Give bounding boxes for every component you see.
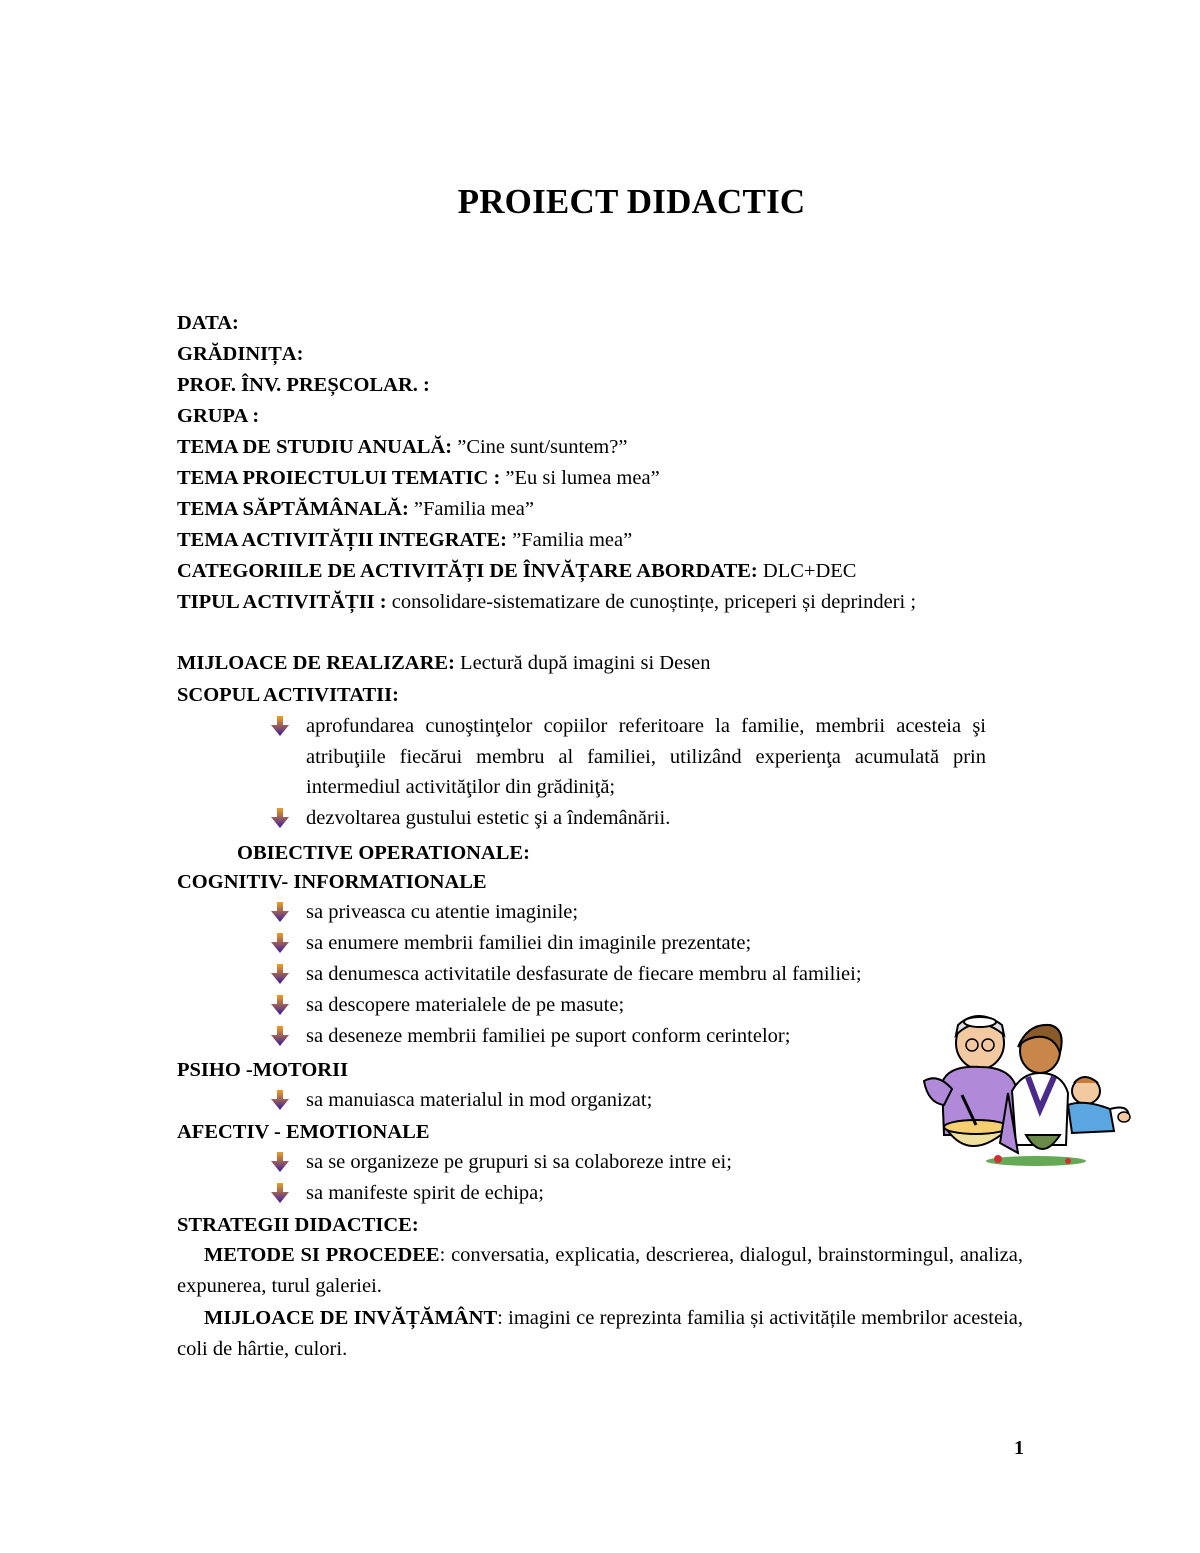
mijloace-realizare-line [177, 651, 711, 675]
tipul-paragraph [177, 587, 1023, 618]
afectiv-heading [177, 1120, 430, 1144]
categorii-value: DLC+DEC [757, 560, 857, 582]
list-item [270, 928, 751, 959]
scop-item-text: dezvoltarea gustului estetic şi a îndemânării. [306, 807, 671, 829]
prof-label: PROF. ÎNV. PREȘCOLAR. : [177, 374, 430, 396]
tema-sapt-label: TEMA SĂPTĂMÂNALĂ: [177, 498, 409, 520]
list-item [270, 1085, 652, 1116]
page-number: 1 [1014, 1437, 1024, 1459]
data-label: DATA: [177, 312, 239, 334]
tema-proiect-value: ”Eu si lumea mea” [500, 467, 660, 489]
tema-sapt-value: ”Familia mea” [408, 498, 535, 520]
tipul-value: consolidare-sistematizare de cunoștințe, priceperi și deprinderi ; [386, 591, 917, 613]
tema-proiect-label: TEMA PROIECTULUI TEMATIC : [177, 467, 501, 489]
family-clipart [918, 1013, 1136, 1168]
list-item [270, 803, 670, 834]
list-item [270, 711, 986, 803]
afectiv-label: AFECTIV - EMOTIONALE [177, 1121, 430, 1143]
list-item [270, 1147, 732, 1178]
mijloace-invatamant-value: : imagini ce reprezinta familia și activitățile membrilor acesteia, coli de hârtie, culori. [177, 1307, 1023, 1360]
mijloace-invatamant-paragraph [177, 1303, 1023, 1364]
strategii-label: STRATEGII DIDACTICE: [177, 1214, 419, 1236]
objectives-heading-text: OBIECTIVE OPERATIONALE: [237, 842, 530, 864]
afectiv-item-text: sa se organizeze pe grupuri si sa colaboreze intre ei; [306, 1151, 732, 1173]
mijloace-invatamant-label: MIJLOACE DE INVĂȚĂMÂNT [204, 1307, 498, 1329]
cognitiv-item-text: sa descopere materialele de pe masute; [306, 994, 625, 1016]
gradinita-line [177, 342, 303, 366]
psiho-item-text: sa manuiasca materialul in mod organizat; [306, 1089, 653, 1111]
grupa-label: GRUPA : [177, 405, 260, 427]
objectives-heading [237, 841, 530, 865]
arrow-down-bullet-icon [270, 1089, 290, 1111]
arrow-down-bullet-icon [270, 1182, 290, 1204]
scop-item-text: aprofundarea cunoştinţelor copiilor referitoare la familie, membrii acesteia şi atribuţiile fiecărui membru al familiei, utilizând experienţa acumulată prin intermediul activităţilor din grădiniţă; [306, 715, 986, 798]
arrow-down-bullet-icon [270, 994, 290, 1016]
arrow-down-bullet-icon [270, 807, 290, 829]
page-title: PROIECT DIDACTIC [457, 182, 806, 221]
list-item [270, 959, 862, 990]
tema-activ-value: ”Familia mea” [506, 529, 633, 551]
strategii-heading [177, 1213, 419, 1237]
psiho-label: PSIHO -MOTORII [177, 1059, 349, 1081]
cognitiv-item-text: sa enumere membrii familiei din imaginile prezentate; [306, 932, 752, 954]
data-line [177, 311, 239, 335]
mijloace-realizare-value: Lectură după imagini si Desen [454, 652, 711, 674]
tema-activ-line [177, 528, 632, 552]
tema-sapt-line [177, 497, 534, 521]
metode-label: METODE SI PROCEDEE [204, 1244, 440, 1266]
metode-paragraph [177, 1240, 1023, 1301]
prof-line [177, 373, 430, 397]
tema-activ-label: TEMA ACTIVITĂȚII INTEGRATE: [177, 529, 507, 551]
gradinita-label: GRĂDINIȚA: [177, 343, 304, 365]
scopul-label: SCOPUL ACTIVITATII: [177, 684, 399, 706]
afectiv-item-text: sa manifeste spirit de echipa; [306, 1182, 544, 1204]
arrow-down-bullet-icon [270, 901, 290, 923]
list-item [270, 1021, 790, 1052]
categorii-line [177, 559, 856, 583]
arrow-down-bullet-icon [270, 963, 290, 985]
metode-value: : conversatia, explicatia, descrierea, dialogul, brainstormingul, analiza, expunerea, turul galeriei. [177, 1244, 1023, 1297]
mijloace-realizare-label: MIJLOACE DE REALIZARE: [177, 652, 455, 674]
tipul-label: TIPUL ACTIVITĂȚII : [177, 591, 387, 613]
arrow-down-bullet-icon [270, 715, 290, 737]
list-item [270, 990, 624, 1021]
arrow-down-bullet-icon [270, 1025, 290, 1047]
arrow-down-bullet-icon [270, 932, 290, 954]
grupa-line [177, 404, 259, 428]
tema-anuala-value: ”Cine sunt/suntem?” [452, 436, 628, 458]
categorii-label: CATEGORIILE DE ACTIVITĂȚI DE ÎNVĂȚARE ABORDATE: [177, 560, 758, 582]
tema-proiect-line [177, 466, 660, 490]
cognitiv-item-text: sa priveasca cu atentie imaginile; [306, 901, 579, 923]
cognitiv-heading [177, 870, 487, 894]
cognitiv-item-text: sa denumesca activitatile desfasurate de fiecare membru al familiei; [306, 963, 862, 985]
tema-anuala-label: TEMA DE STUDIU ANUALĂ: [177, 436, 453, 458]
list-item [270, 897, 578, 928]
cognitiv-item-text: sa deseneze membrii familiei pe suport conform cerintelor; [306, 1025, 791, 1047]
scopul-line [177, 683, 399, 707]
cognitiv-label: COGNITIV- INFORMATIONALE [177, 871, 487, 893]
list-item [270, 1178, 544, 1209]
tema-anuala-line [177, 435, 627, 459]
psiho-heading [177, 1058, 348, 1082]
arrow-down-bullet-icon [270, 1151, 290, 1173]
